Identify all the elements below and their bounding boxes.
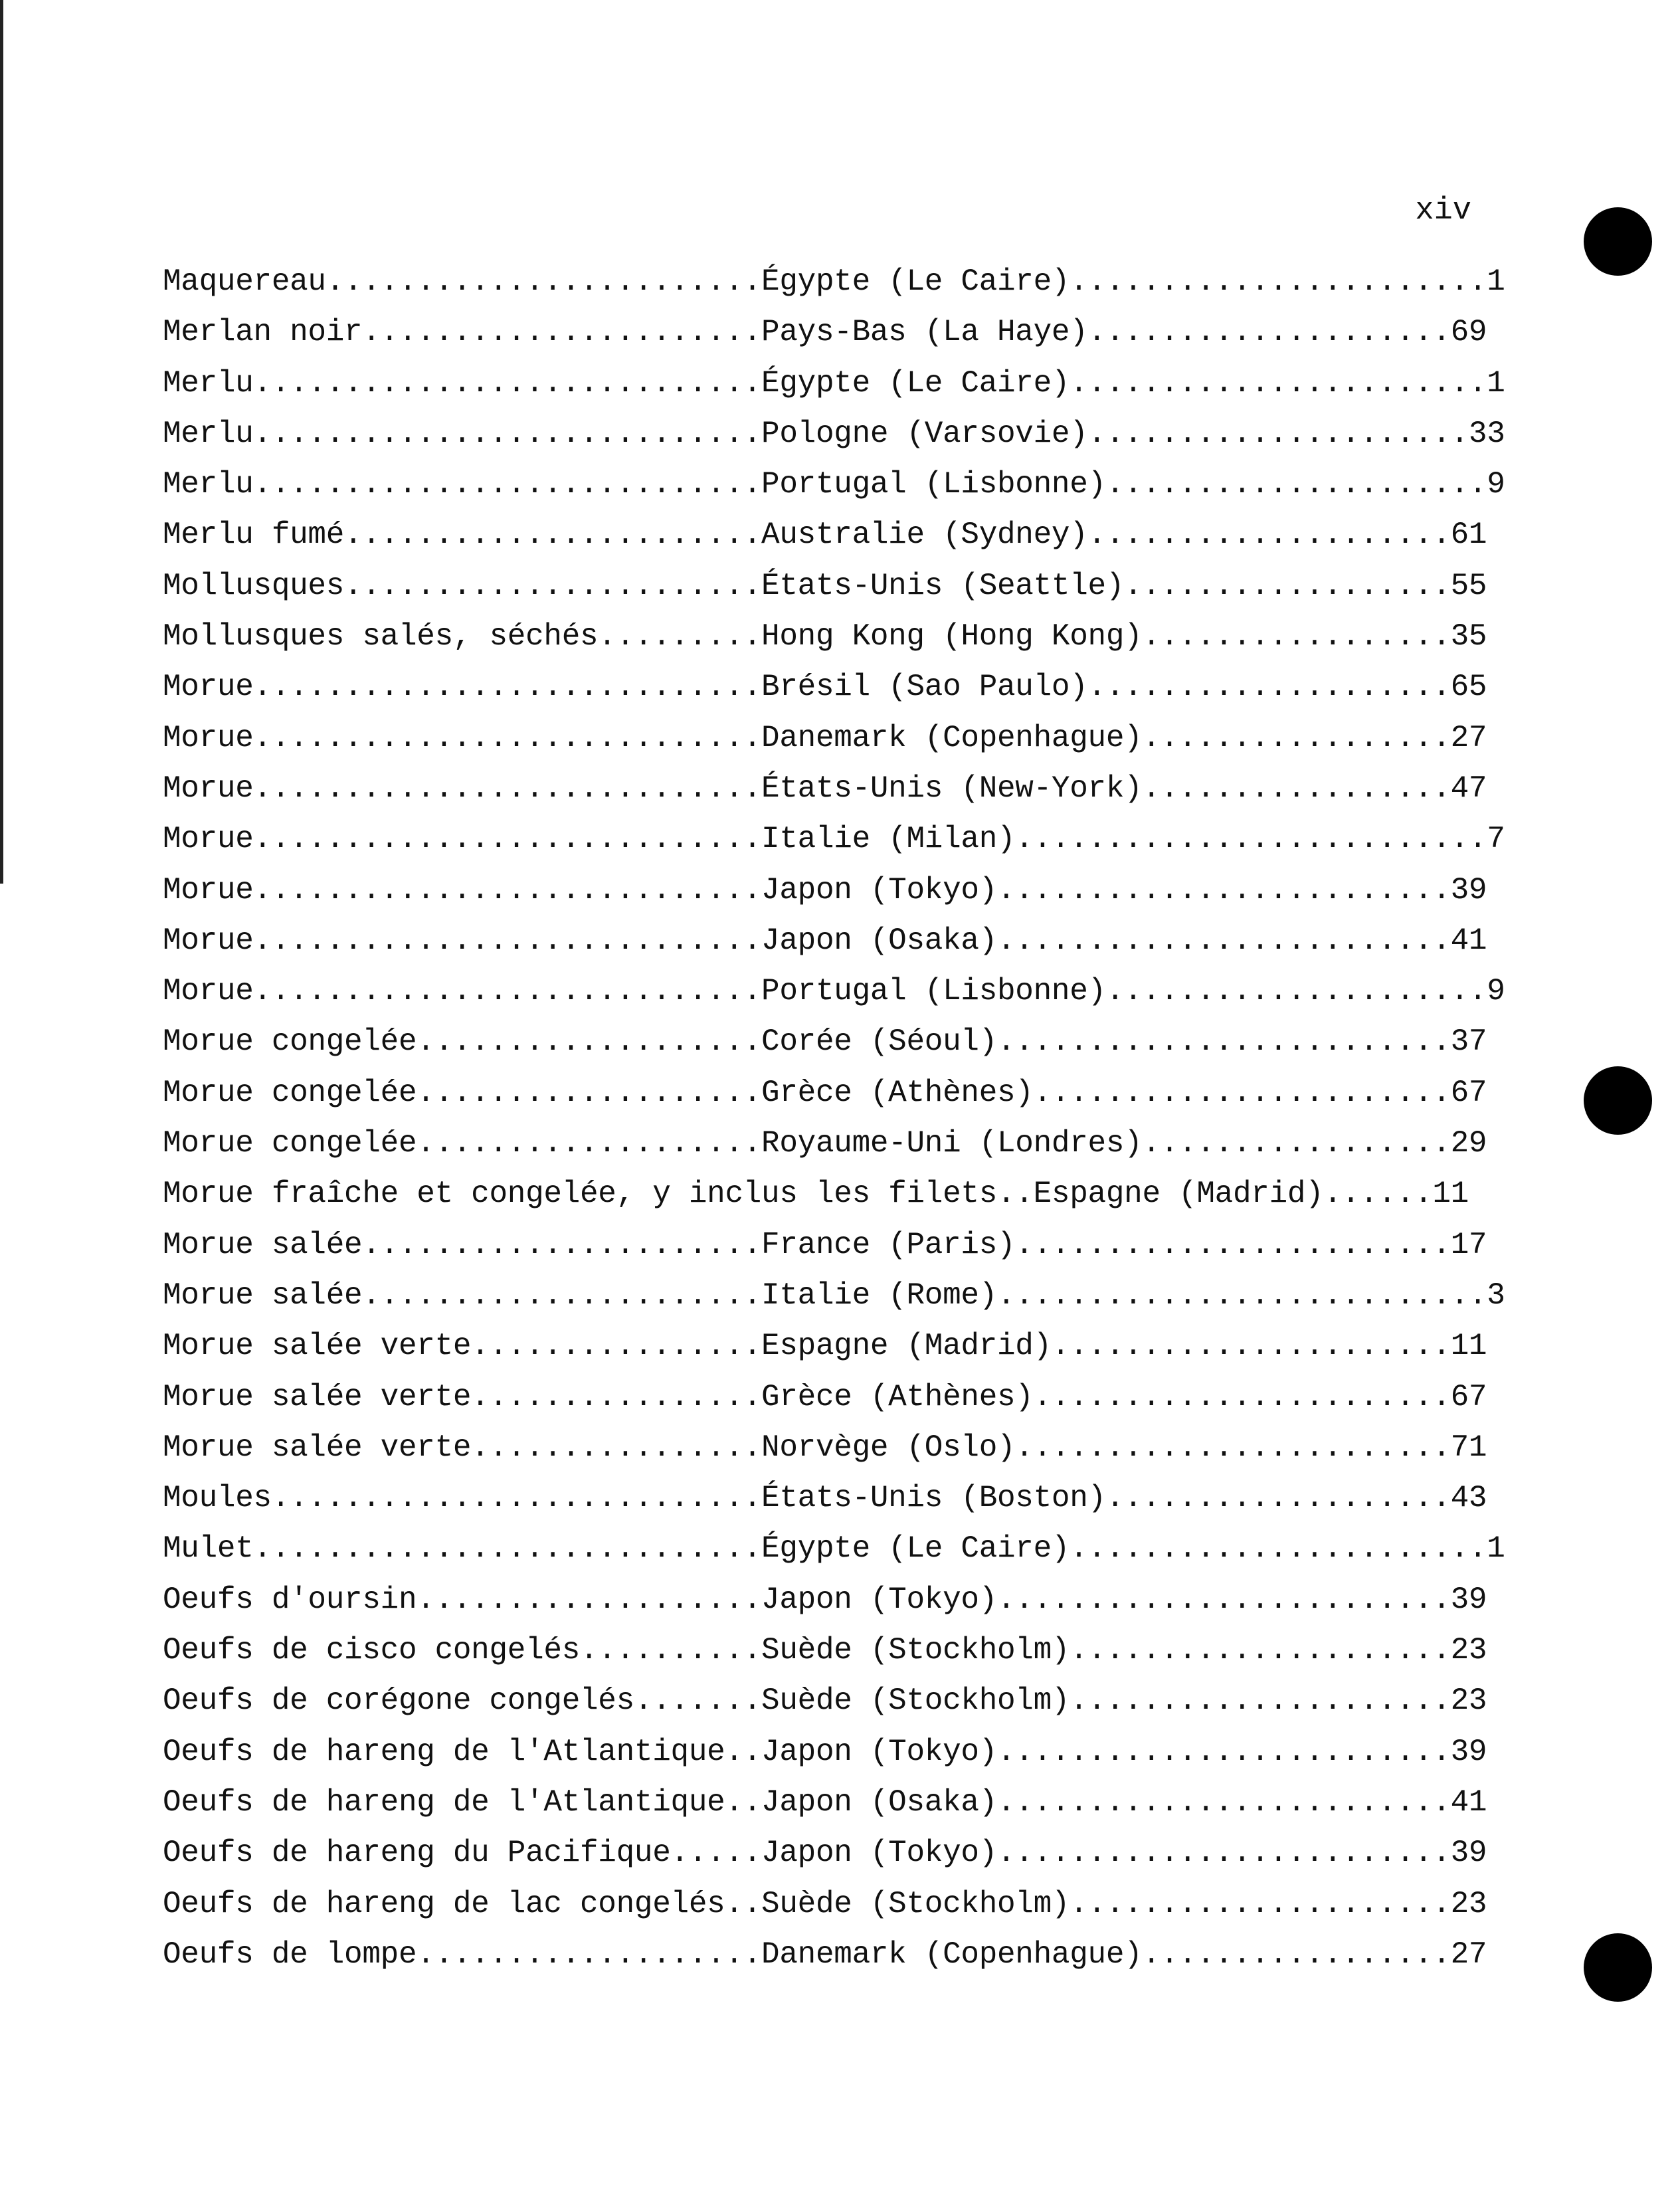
index-entry: Oeufs de hareng de lac congelés..Suède (Stockholm).....................23 bbox=[163, 1886, 1487, 1921]
index-entry: Merlu............................Pologne (Varsovie).....................33 bbox=[163, 416, 1505, 451]
binder-hole bbox=[1584, 1066, 1652, 1135]
index-entry: Morue salée verte................Espagne (Madrid)......................11 bbox=[163, 1329, 1487, 1364]
index-entry: Oeufs de hareng du Pacifique.....Japon (Tokyo).........................39 bbox=[163, 1836, 1487, 1871]
index-entry: Morue............................Italie (Milan)..........................7 bbox=[163, 822, 1505, 857]
index-entry: Morue salée......................France (Paris)........................17 bbox=[163, 1227, 1487, 1262]
index-entry: Morue............................Japon (Osaka).........................41 bbox=[163, 923, 1487, 958]
index-entry: Oeufs de lompe...................Danemark (Copenhague).................27 bbox=[163, 1937, 1487, 1972]
index-entry: Morue............................Japon (Tokyo).........................39 bbox=[163, 872, 1487, 908]
index-entry: Oeufs de hareng de l'Atlantique..Japon (Osaka).........................41 bbox=[163, 1784, 1487, 1820]
index-entry: Mollusques.......................États-Unis (Seattle)..................55 bbox=[163, 568, 1487, 603]
index-entry: Morue............................États-Unis (New-York).................47 bbox=[163, 771, 1487, 806]
index-list bbox=[163, 256, 1505, 1980]
binder-hole bbox=[1584, 207, 1652, 276]
index-entry: Merlu............................Portugal (Lisbonne).....................9 bbox=[163, 467, 1505, 502]
index-entry: Morue congelée...................Royaume-Uni (Londres).................29 bbox=[163, 1126, 1487, 1161]
index-entry: Maquereau........................Égypte (Le Caire).......................1 bbox=[163, 264, 1505, 299]
index-entry: Oeufs de corégone congelés.......Suède (Stockholm).....................23 bbox=[163, 1683, 1487, 1719]
index-entry: Oeufs de hareng de l'Atlantique..Japon (Tokyo).........................39 bbox=[163, 1734, 1487, 1769]
index-entry: Mollusques salés, séchés.........Hong Kong (Hong Kong).................35 bbox=[163, 619, 1487, 654]
index-entry: Morue............................Brésil (Sao Paulo)....................65 bbox=[163, 670, 1487, 705]
index-entry: Morue............................Portugal (Lisbonne).....................9 bbox=[163, 974, 1505, 1009]
index-entry: Merlan noir......................Pays-Bas (La Haye)....................69 bbox=[163, 315, 1487, 350]
index-entry: Mulet............................Égypte (Le Caire).......................1 bbox=[163, 1531, 1505, 1567]
index-entry: Morue salée......................Italie (Rome)...........................3 bbox=[163, 1278, 1505, 1313]
index-entry: Oeufs d'oursin...................Japon (Tokyo).........................39 bbox=[163, 1582, 1487, 1617]
index-entry: Merlu fumé.......................Australie (Sydney)....................61 bbox=[163, 518, 1487, 553]
index-entry: Oeufs de cisco congelés..........Suède (Stockholm).....................23 bbox=[163, 1633, 1487, 1668]
index-entry: Morue............................Danemark (Copenhague).................27 bbox=[163, 720, 1487, 755]
scan-edge-bar bbox=[0, 0, 3, 884]
index-entry: Moules...........................États-Unis (Boston)...................43 bbox=[163, 1481, 1487, 1516]
index-entry: Merlu............................Égypte (Le Caire).......................1 bbox=[163, 365, 1505, 401]
index-entry: Morue congelée...................Corée (Séoul).........................37 bbox=[163, 1024, 1487, 1060]
index-entry: Morue salée verte................Grèce (Athènes).......................67 bbox=[163, 1379, 1487, 1414]
index-entry: Morue congelée...................Grèce (Athènes).......................67 bbox=[163, 1075, 1487, 1110]
index-entry: Morue fraîche et congelée, y inclus les filets..Espagne (Madrid)......11 bbox=[163, 1177, 1469, 1212]
page-number: xiv bbox=[1415, 193, 1471, 229]
binder-hole bbox=[1584, 1933, 1652, 2002]
index-entry: Morue salée verte................Norvège (Oslo)........................71 bbox=[163, 1430, 1487, 1465]
